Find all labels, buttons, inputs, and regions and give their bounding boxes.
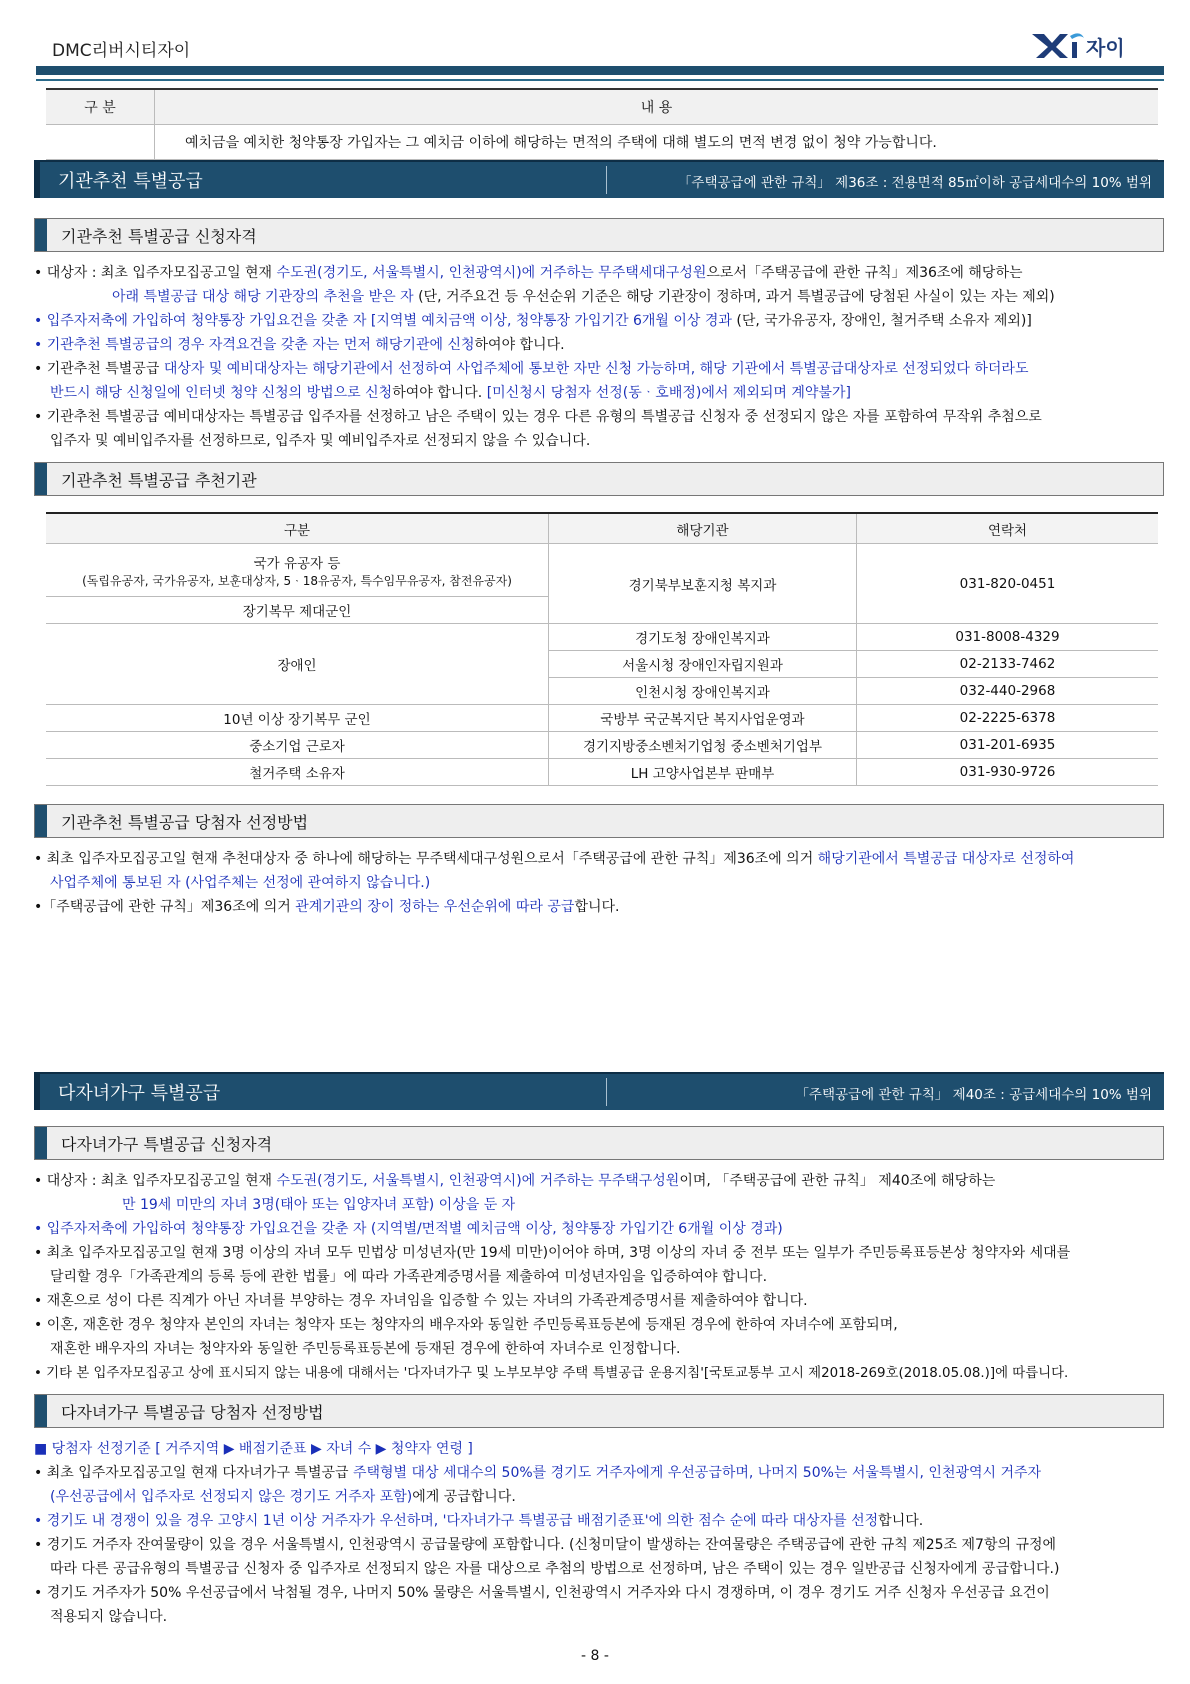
selection-criteria: ■ 당첨자 선정기준 [ 거주지역 ▶ 배점기준표 ▶ 자녀 수 ▶ 청약자 연령 ] <box>34 1441 473 1457</box>
eligibility-line: • 입주자저축에 가입하여 청약통장 가입요건을 갖춘 자 (지역별/면적별 예치금액 이상, 청약통장 가입기간 6개월 이상 경과) <box>34 1221 783 1237</box>
table-cell: 10년 이상 장기복무 군인 <box>46 705 549 732</box>
selection-line: • 경기도 거주자 잔여물량이 있을 경우 서울특별시, 인천광역시 공급물량에 포함합니다. (신청미달이 발생하는 잔여물량은 주택공급에 관한 규칙 제25조 제7항의 규정에 <box>34 1537 1057 1553</box>
selection-line: •「주택공급에 관한 규칙」제36조에 의거 관계기관의 장이 정하는 우선순위에 따라 공급합니다. <box>34 899 620 915</box>
table-cell: 경기지방중소벤처기업청 중소벤처기업부 <box>549 732 857 759</box>
table-cell: 국가 유공자 등 (독립유공자, 국가유공자, 보훈대상자, 5ᆞ18유공자, 특수임무유공자, 참전유공자) <box>46 544 549 597</box>
section-reference: 「주택공급에 관한 규칙」 제40조 : 공급세대수의 10% 범위 <box>795 1087 1152 1103</box>
table-cell: 031-930-9726 <box>857 759 1159 786</box>
selection-line: 따라 다른 공급유형의 특별공급 신청자 중 입주자로 선정되지 않은 자를 대상으로 추첨의 방법으로 선정하며, 남은 주택이 있는 경우 일반공급 신청자에게 공급합니다.) <box>50 1561 1060 1577</box>
agency-table <box>46 512 1158 786</box>
table-cell: 031-201-6935 <box>857 732 1159 759</box>
eligibility-line: 재혼한 배우자의 자녀는 청약자와 동일한 주민등록표등본에 등재된 경우에 한하여 자녀수로 인정합니다. <box>50 1341 681 1357</box>
table-cell: 031-8008-4329 <box>857 624 1159 651</box>
subsection-title: 기관추천 특별공급 신청자격 <box>61 227 257 246</box>
intro-table <box>46 88 1158 160</box>
table-cell: 철거주택 소유자 <box>46 759 549 786</box>
eligibility-line: 반드시 해당 신청일에 인터넷 청약 신청의 방법으로 신청하여야 합니다. [미신청시 당첨자 선정(동ᆞ호배정)에서 제외되며 계약불가] <box>50 385 851 401</box>
eligibility-line: • 기관추천 특별공급의 경우 자격요건을 갖춘 자는 먼저 해당기관에 신청하여야 합니다. <box>34 337 565 353</box>
agency-col-header: 연락처 <box>857 513 1159 544</box>
subsection-header <box>34 1394 1164 1428</box>
subsection-header <box>34 1126 1164 1160</box>
eligibility-line: • 기타 본 입주자모집공고 상에 표시되지 않는 내용에 대해서는 '다자녀가구 및 노부모부양 주택 특별공급 운용지침'[국토교통부 고시 제2018-269호(2018.05.08.)]에 따릅니다. <box>34 1366 1069 1381</box>
eligibility-line: • 재혼으로 성이 다른 직계가 아닌 자녀를 부양하는 경우 자녀임을 입증할 수 있는 자녀의 가족관계증명서를 제출하여야 합니다. <box>34 1293 808 1309</box>
table-cell: 장기복무 제대군인 <box>46 597 549 624</box>
eligibility-line: • 기관추천 특별공급 예비대상자는 특별공급 입주자를 선정하고 남은 주택이 있는 경우 다른 유형의 특별공급 신청자 중 선정되지 않은 자를 포함하여 무작위 추첨으로 <box>34 409 1042 425</box>
table-cell: 032-440-2968 <box>857 678 1159 705</box>
eligibility-line: • 최초 입주자모집공고일 현재 3명 이상의 자녀 모두 민법상 미성년자(만 19세 미만)이어야 하며, 3명 이상의 자녀 중 전부 또는 일부가 주민등록표등본상 청약자와 세대를 <box>34 1245 1071 1261</box>
intro-col-header-content: 내 용 <box>155 89 1159 125</box>
selection-line: • 경기도 내 경쟁이 있을 경우 고양시 1년 이상 거주자가 우선하며, '다자녀가구 특별공급 배점기준표'에 의한 점수 순에 따라 대상자를 선정합니다. <box>34 1513 924 1529</box>
table-cell: 02-2133-7462 <box>857 651 1159 678</box>
eligibility-line: 만 19세 미만의 자녀 3명(태아 또는 입양자녀 포함) 이상을 둔 자 <box>122 1197 516 1213</box>
eligibility-line: 아래 특별공급 대상 해당 기관장의 추천을 받은 자 (단, 거주요건 등 우선순위 기준은 해당 기관장이 정하며, 과거 특별공급에 당첨된 사실이 있는 자는 제외) <box>112 289 1055 305</box>
intro-col-header-category: 구 분 <box>46 89 155 125</box>
logo-text: 자이 <box>1086 36 1125 60</box>
subsection-title: 기관추천 특별공급 추천기관 <box>61 471 257 490</box>
selection-line: • 최초 입주자모집공고일 현재 추천대상자 중 하나에 해당하는 무주택세대구성원으로서「주택공급에 관한 규칙」제36조에 의거 해당기관에서 특별공급 대상자로 선정하여 <box>34 851 1075 867</box>
selection-line: 사업주체에 통보된 자 (사업주체는 선정에 관여하지 않습니다.) <box>50 875 431 891</box>
eligibility-line: 입주자 및 예비입주자를 선정하므로, 입주자 및 예비입주자로 선정되지 않을 수 있습니다. <box>50 433 591 449</box>
section-reference: 「주택공급에 관한 규칙」 제36조 : 전용면적 85㎡이하 공급세대수의 10% 범위 <box>677 175 1152 191</box>
eligibility-line: 달리할 경우「가족관계의 등록 등에 관한 법률」에 따라 가족관계증명서를 제출하여 미성년자임을 입증하여야 합니다. <box>50 1269 768 1285</box>
section-header-institution <box>34 160 1164 198</box>
selection-line: • 최초 입주자모집공고일 현재 다자녀가구 특별공급 주택형별 대상 세대수의 50%를 경기도 거주자에게 우선공급하며, 나머지 50%는 서울특별시, 인천광역시 거주자 <box>34 1465 1042 1481</box>
subsection-title: 기관추천 특별공급 당첨자 선정방법 <box>61 813 309 832</box>
table-cell: 경기도청 장애인복지과 <box>549 624 857 651</box>
agency-col-header: 해당기관 <box>549 513 857 544</box>
document-title: DMC리버시티자이 <box>52 41 191 61</box>
table-cell: LH 고양사업본부 판매부 <box>549 759 857 786</box>
table-cell: 031-820-0451 <box>857 544 1159 624</box>
subsection-title: 다자녀가구 특별공급 당첨자 선정방법 <box>61 1403 324 1422</box>
xi-logo <box>1030 30 1140 60</box>
subsection-header <box>34 218 1164 252</box>
selection-line: • 경기도 거주자가 50% 우선공급에서 낙첨될 경우, 나머지 50% 물량은 서울특별시, 인천광역시 거주자와 다시 경쟁하며, 이 경우 경기도 거주 신청자 우선공급 요건이 <box>34 1585 1050 1601</box>
table-cell: 인천시청 장애인복지과 <box>549 678 857 705</box>
table-cell: 장애인 <box>46 624 549 705</box>
section-title: 기관추천 특별공급 <box>58 171 203 192</box>
intro-cell-empty <box>46 125 155 160</box>
header-bar-thin <box>36 79 1164 81</box>
subsection-header <box>34 462 1164 496</box>
subsection-header <box>34 804 1164 838</box>
page-number: - 8 - <box>581 1648 609 1664</box>
section-title: 다자녀가구 특별공급 <box>58 1083 221 1104</box>
section-header-multichild <box>34 1072 1164 1110</box>
eligibility-line: • 대상자 : 최초 입주자모집공고일 현재 수도권(경기도, 서울특별시, 인천광역시)에 거주하는 무주택세대구성원으로서「주택공급에 관한 규칙」제36조에 해당하는 <box>34 265 1023 281</box>
eligibility-line: • 입주자저축에 가입하여 청약통장 가입요건을 갖춘 자 [지역별 예치금액 이상, 청약통장 가입기간 6개월 이상 경과 (단, 국가유공자, 장애인, 철거주택 소유자 제외)] <box>34 313 1032 329</box>
selection-line: (우선공급에서 입주자로 선정되지 않은 경기도 거주자 포함)에게 공급합니다. <box>50 1489 516 1505</box>
eligibility-line: • 기관추천 특별공급 대상자 및 예비대상자는 해당기관에서 선정하여 사업주체에 통보한 자만 신청 가능하며, 해당 기관에서 특별공급대상자로 선정되었다 하더라도 <box>34 361 1029 377</box>
table-cell: 국방부 국군복지단 복지사업운영과 <box>549 705 857 732</box>
xi-logo-icon <box>1030 30 1086 60</box>
agency-col-header: 구분 <box>46 513 549 544</box>
table-cell: 서울시청 장애인자립지원과 <box>549 651 857 678</box>
eligibility-line: • 이혼, 재혼한 경우 청약자 본인의 자녀는 청약자 또는 청약자의 배우자와 동일한 주민등록표등본에 등재된 경우에 한하여 자녀수에 포함되며, <box>34 1317 898 1333</box>
selection-line: 적용되지 않습니다. <box>50 1609 168 1625</box>
intro-cell-text: 예치금을 예치한 청약통장 가입자는 그 예치금 이하에 해당하는 면적의 주택에 대해 별도의 면적 변경 없이 청약 가능합니다. <box>155 125 1159 160</box>
header-bar <box>36 66 1164 75</box>
subsection-title: 다자녀가구 특별공급 신청자격 <box>61 1135 273 1154</box>
eligibility-line: • 대상자 : 최초 입주자모집공고일 현재 수도권(경기도, 서울특별시, 인천광역시)에 거주하는 무주택구성원이며, 「주택공급에 관한 규칙」 제40조에 해당하는 <box>34 1173 996 1189</box>
table-cell: 중소기업 근로자 <box>46 732 549 759</box>
table-cell: 02-2225-6378 <box>857 705 1159 732</box>
table-cell: 경기북부보훈지청 복지과 <box>549 544 857 624</box>
